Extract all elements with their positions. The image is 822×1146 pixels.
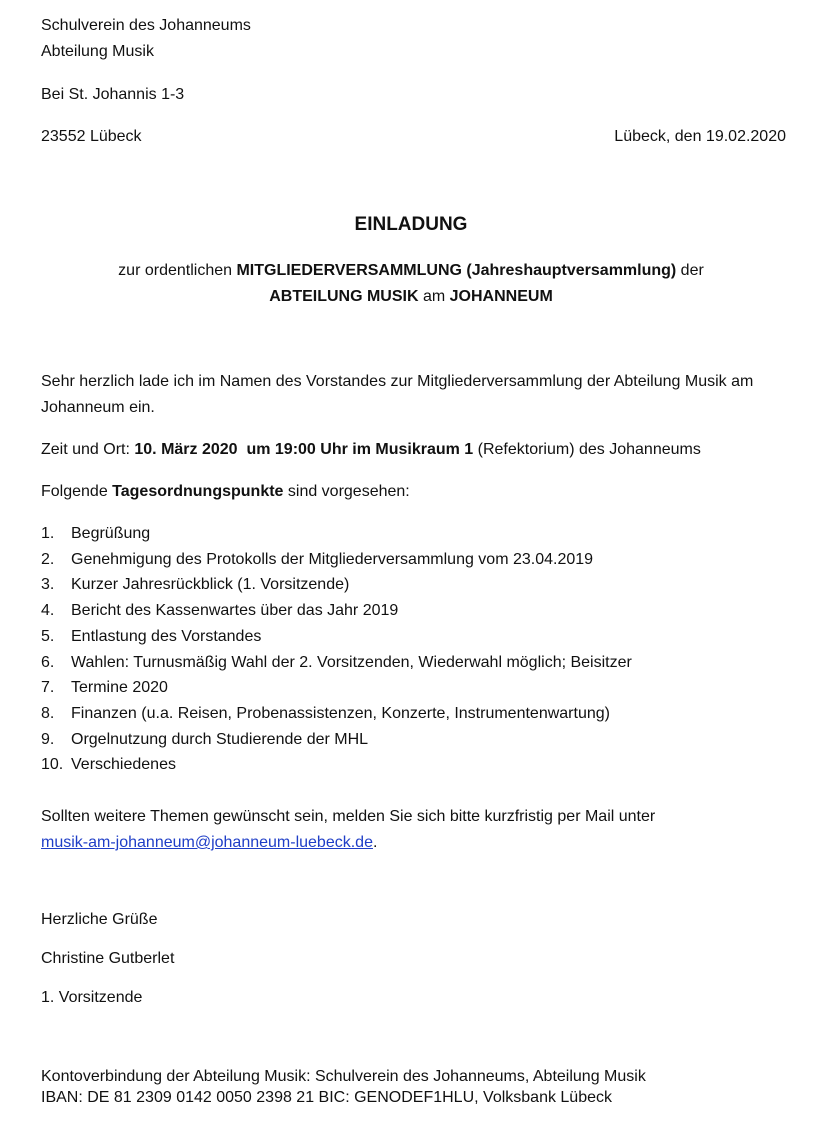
sender-street: Bei St. Johannis 1-3 (41, 86, 185, 103)
subtitle-pre: zur ordentlichen (118, 262, 237, 279)
topics-note-line-1: Sollten weitere Themen gewünscht sein, melden Sie sich bitte kurzfristig per Mail unter (41, 808, 656, 825)
time-place (41, 440, 701, 460)
subtitle-bold-school: JOHANNEUM (449, 288, 553, 305)
agenda-item-number: 1. (41, 525, 55, 542)
agenda-item (41, 550, 801, 570)
agenda-item (41, 755, 801, 775)
email-link[interactable]: musik-am-johanneum@johanneum-luebeck.de (41, 834, 373, 851)
sender-city: 23552 Lübeck (41, 128, 142, 145)
agenda-item-text: Finanzen (u.a. Reisen, Probenassistenzen, Konzerte, Instrumentenwartung) (71, 705, 610, 722)
agenda-item (41, 678, 801, 698)
subtitle-bold-meeting: MITGLIEDERVERSAMMLUNG (Jahreshauptversammlung) (236, 262, 677, 279)
subtitle-mid: der (676, 262, 704, 279)
agenda-item-text: Entlastung des Vorstandes (71, 628, 262, 645)
subtitle-am: am (418, 288, 450, 305)
agenda-item-number: 7. (41, 679, 55, 696)
agenda-item (41, 627, 801, 647)
agenda-item-text: Kurzer Jahresrückblick (1. Vorsitzende) (71, 576, 350, 593)
sender-line-1: Schulverein des Johanneums (41, 17, 251, 34)
agenda-item-number: 3. (41, 576, 55, 593)
time-place-bold: 10. März 2020 um 19:00 Uhr im Musikraum 1 (134, 441, 474, 458)
agenda-intro-pre: Folgende (41, 483, 113, 500)
topics-note-period: . (372, 834, 378, 851)
agenda-item-text: Termine 2020 (71, 679, 168, 696)
intro-line-1: Sehr herzlich lade ich im Namen des Vorstandes zur Mitgliederversammlung der Abteilung Musik am (41, 373, 754, 390)
agenda-item-number: 8. (41, 705, 55, 722)
time-place-label: Zeit und Ort: (41, 441, 135, 458)
subtitle-line-1 (0, 261, 822, 281)
agenda-item-text: Genehmigung des Protokolls der Mitgliederversammlung vom 23.04.2019 (71, 551, 594, 568)
agenda-item-number: 4. (41, 602, 55, 619)
subtitle-bold-department: ABTEILUNG MUSIK (269, 288, 419, 305)
agenda-item-text: Begrüßung (71, 525, 151, 542)
intro-line-2: Johanneum ein. (41, 399, 155, 416)
agenda-item-number: 6. (41, 654, 55, 671)
agenda-item-number: 2. (41, 551, 55, 568)
agenda-intro-post: sind vorgesehen: (283, 483, 410, 500)
time-place-rest: (Refektorium) des Johanneums (473, 441, 701, 458)
agenda-item-text: Wahlen: Turnusmäßig Wahl der 2. Vorsitzenden, Wiederwahl möglich; Beisitzer (71, 654, 632, 671)
closing-name: Christine Gutberlet (41, 950, 175, 967)
agenda-item (41, 730, 801, 750)
agenda-item (41, 575, 801, 595)
date-line: Lübeck, den 19.02.2020 (614, 128, 786, 145)
document-title: EINLADUNG (354, 214, 468, 235)
agenda-item-number: 9. (41, 731, 55, 748)
agenda-item-text: Bericht des Kassenwartes über das Jahr 2019 (71, 602, 399, 619)
agenda-intro (41, 482, 410, 502)
bank-line-2: IBAN: DE 81 2309 0142 0050 2398 21 BIC: GENODEF1HLU, Volksbank Lübeck (41, 1089, 612, 1106)
agenda-item-number: 10. (41, 756, 64, 773)
agenda-item-text: Orgelnutzung durch Studierende der MHL (71, 731, 369, 748)
agenda-item (41, 524, 801, 544)
agenda-item (41, 601, 801, 621)
agenda-item-number: 5. (41, 628, 55, 645)
agenda-item-text: Verschiedenes (71, 756, 176, 773)
topics-note-line-2 (41, 833, 377, 853)
bank-line-1: Kontoverbindung der Abteilung Musik: Schulverein des Johanneums, Abteilung Musik (41, 1068, 646, 1085)
agenda-item (41, 653, 801, 673)
closing-greeting: Herzliche Grüße (41, 911, 158, 928)
sender-line-2: Abteilung Musik (41, 43, 154, 60)
agenda-intro-bold: Tagesordnungspunkte (112, 483, 284, 500)
closing-role: 1. Vorsitzende (41, 989, 143, 1006)
agenda-item (41, 704, 801, 724)
subtitle-line-2 (0, 287, 822, 307)
